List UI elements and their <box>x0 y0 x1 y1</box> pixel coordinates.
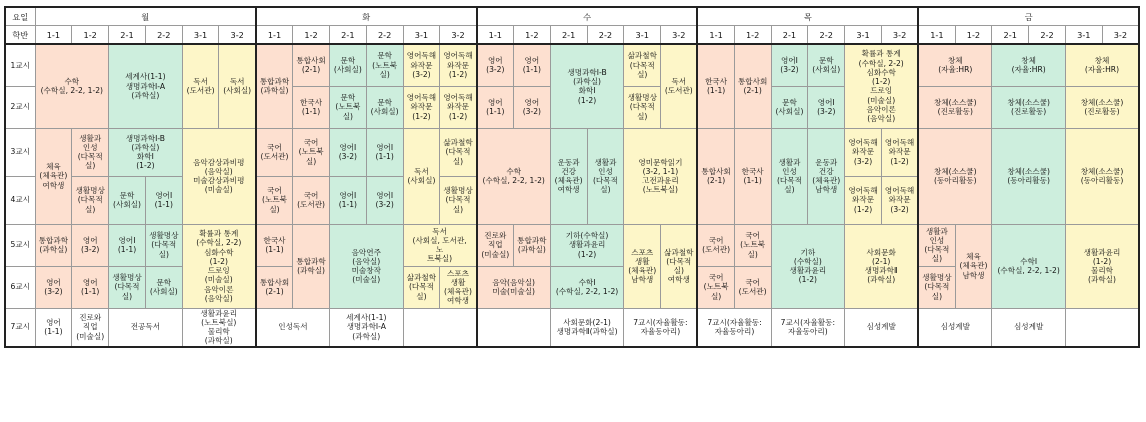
timetable-cell: 생활명상 (다목적 실) <box>440 176 477 224</box>
timetable-cell: 생활과윤리 (1-2) 물리학 (과학실) <box>1065 224 1139 308</box>
class-header-cell: 3-1 <box>624 26 661 45</box>
timetable-cell: 생명과학Ⅰ-B (과학실) 화학Ⅰ (1-2) <box>109 128 183 176</box>
timetable-cell: 통합과학 (과학실) <box>513 224 550 266</box>
period-row <box>5 224 1139 266</box>
period-label: 6교시 <box>5 266 35 308</box>
timetable-cell: 영어 (3-2) <box>513 86 550 128</box>
timetable-cell: 국어 (노트북 실) <box>293 128 330 176</box>
timetable-cell: 생활과 인성 (다목적 실) <box>771 128 808 224</box>
timetable-cell: 삶과철학 (다목적 실) <box>624 44 661 86</box>
class-header-cell: 3-2 <box>1102 26 1139 45</box>
timetable-cell: 영미문학읽기 (3-2, 1-1) 고전과윤리 (노트북실) <box>624 128 698 224</box>
day-header-row <box>5 7 1139 26</box>
class-header-cell: 2-1 <box>329 26 366 45</box>
timetable-cell: 영어Ⅰ (3-2) <box>329 128 366 176</box>
timetable-cell: 통합과학 (과학실) <box>256 44 293 128</box>
class-header-cell: 3-1 <box>845 26 882 45</box>
timetable-cell: 국어 (도서관) <box>697 224 734 266</box>
timetable-cell: 영어 (3-2) <box>477 44 514 86</box>
day-wed: 수 <box>477 7 698 26</box>
class-header-cell: 2-2 <box>587 26 624 45</box>
class-header-cell: 1-2 <box>293 26 330 45</box>
timetable-cell: 영어Ⅰ (1-1) <box>329 176 366 224</box>
class-header-cell: 1-1 <box>697 26 734 45</box>
timetable-cell: 확률과 통계 (수학실, 2-2) 심화수학 (1-2) 드로잉 (미술실) 음악이론 (음악실) <box>845 44 919 128</box>
timetable-cell: 창체(소스쿨) (동아리활동) <box>992 128 1066 224</box>
timetable-cell: 창체(소스쿨) (진로활동) <box>1065 86 1139 128</box>
timetable-cell: 통합과학 (과학실) <box>293 224 330 308</box>
timetable-cell: 사회문화 (2-1) 생명과학Ⅱ (과학실) <box>845 224 919 308</box>
timetable-cell: 7교시(자율활동: 자율동아리) <box>697 308 771 347</box>
timetable-cell: 생활명상 (다목적 실) <box>918 266 955 308</box>
timetable-cell: 운동과 건강 (체육관) 남학생 <box>808 128 845 224</box>
timetable-cell: 국어 (노트북 실) <box>734 224 771 266</box>
day-tue: 화 <box>256 7 477 26</box>
timetable-cell: 문학 (사회실) <box>366 86 403 128</box>
period-row <box>5 308 1139 347</box>
timetable-cell: 생활과 인성 (다목적 실) <box>587 128 624 224</box>
timetable-cell: 영어Ⅰ (1-1) <box>109 224 146 266</box>
timetable-cell: 기하 (수학실) 생활과윤리 (1-2) <box>771 224 845 308</box>
timetable-cell: 국어 (도서관) <box>256 128 293 176</box>
period-label: 2교시 <box>5 86 35 128</box>
timetable-cell: 창체 (자율:HR) <box>1065 44 1139 86</box>
class-header-cell: 2-1 <box>992 26 1029 45</box>
timetable-cell: 기하(수학실) 생활과윤리 (1-2) <box>550 224 624 266</box>
timetable-cell: 한국사 (1-1) <box>697 44 734 128</box>
timetable-cell <box>477 308 551 347</box>
period-label: 5교시 <box>5 224 35 266</box>
timetable-cell: 독서 (사회실) <box>403 128 440 224</box>
period-row <box>5 128 1139 176</box>
timetable-cell: 창체 (자율:HR) <box>918 44 992 86</box>
timetable-cell: 영어 (3-2) <box>35 266 72 308</box>
timetable-cell: 생명과학Ⅰ-B (과학실) 화학Ⅰ (1-2) <box>550 44 624 128</box>
timetable-cell: 심성계발 <box>918 308 992 347</box>
timetable-cell: 창체(소스쿨) (동아리활동) <box>1065 128 1139 224</box>
timetable-cell: 한국사 (1-1) <box>256 224 293 266</box>
class-header-cell: 3-1 <box>1065 26 1102 45</box>
timetable-cell: 국어 (도서관) <box>734 266 771 308</box>
timetable-cell: 영어독해 와작문 (1-2) <box>403 86 440 128</box>
period-label: 4교시 <box>5 176 35 224</box>
period-label: 1교시 <box>5 44 35 86</box>
timetable-cell: 독서 (사회실) <box>219 44 256 128</box>
class-header-cell: 2-1 <box>109 26 146 45</box>
timetable-cell: 생활과윤리 (노트북실) 물리학 (과학실) <box>182 308 256 347</box>
timetable-cell: 영어Ⅰ (3-2) <box>366 176 403 224</box>
class-header-cell: 1-2 <box>72 26 109 45</box>
timetable-cell: 영어Ⅰ (3-2) <box>808 86 845 128</box>
class-header-cell: 3-2 <box>440 26 477 45</box>
timetable-cell: 창체(소스쿨) (진로활동) <box>992 86 1066 128</box>
day-mon: 월 <box>35 7 256 26</box>
class-header-cell: 3-2 <box>661 26 698 45</box>
timetable-cell: 영어독해 와작문 (1-2) <box>440 86 477 128</box>
timetable-cell: 삶과철학 (다목적 실) 여학생 <box>661 224 698 308</box>
timetable-cell: 영어독해 와작문 (3-2) <box>845 128 882 176</box>
timetable-cell: 체육 (체육관) 남학생 <box>955 224 992 308</box>
class-header-cell: 3-1 <box>403 26 440 45</box>
period-label: 3교시 <box>5 128 35 176</box>
timetable-cell: 문학 (노트북 실) <box>329 86 366 128</box>
timetable-cell: 창체(소스쿨) (동아리활동) <box>918 128 992 224</box>
timetable-cell <box>403 308 477 347</box>
timetable-cell: 삶과철학 (다목적 실) <box>440 128 477 176</box>
timetable-cell: 7교시(자율활동: 자율동아리) <box>624 308 698 347</box>
class-header-row <box>5 26 1139 45</box>
timetable-cell: 세계사(1-1) 생명과학Ⅰ-A (과학실) <box>109 44 183 128</box>
class-header-cell: 2-2 <box>808 26 845 45</box>
class-header-cell: 1-2 <box>955 26 992 45</box>
timetable-cell: 영어 (1-1) <box>72 266 109 308</box>
timetable-cell: 국어 (도서관) <box>293 176 330 224</box>
class-header-cell: 1-1 <box>477 26 514 45</box>
timetable-cell: 생활명상 (다목적 실) <box>72 176 109 224</box>
class-header-cell: 3-1 <box>182 26 219 45</box>
timetable-cell: 수학Ⅰ (수학실, 2-2, 1-2) <box>992 224 1066 308</box>
timetable-cell: 생활명상 (다목적 실) <box>109 266 146 308</box>
timetable-cell: 영어독해 와작문 (1-2) <box>845 176 882 224</box>
timetable-cell: 통합사회 (2-1) <box>697 128 734 224</box>
timetable-cell: 영어독해 와작문 (3-2) <box>881 176 918 224</box>
day-thu: 목 <box>697 7 918 26</box>
class-header-cell: 1-2 <box>513 26 550 45</box>
day-fri: 금 <box>918 7 1139 26</box>
timetable-cell: 음악연주 (음악실) 미술창작 (미술실) <box>329 224 403 308</box>
timetable-cell: 문학 (사회실) <box>145 266 182 308</box>
timetable-cell: 수학 (수학실, 2-2, 1-2) <box>35 44 109 128</box>
timetable-cell: 영어독해 와작문 (1-2) <box>440 44 477 86</box>
timetable-cell: 독서 (사회실, 도서관, 노 트북실) <box>403 224 477 266</box>
class-header-cell: 2-1 <box>771 26 808 45</box>
timetable-cell: 인성독서 <box>256 308 330 347</box>
timetable-cell: 한국사 (1-1) <box>734 128 771 224</box>
timetable-cell: 삶과철학 (다목적 실) <box>403 266 440 308</box>
timetable-cell: 수학 (수학실, 2-2, 1-2) <box>477 128 551 224</box>
timetable-cell: 스포츠 생활 (체육관) 여학생 <box>440 266 477 308</box>
timetable-cell: 수학Ⅰ (수학실, 2-2, 1-2) <box>550 266 624 308</box>
timetable-cell: 생활명상 (다목적 실) <box>624 86 661 128</box>
timetable-cell: 영어Ⅰ (1-1) <box>145 176 182 224</box>
timetable-cell: 영어Ⅰ (3-2) <box>771 44 808 86</box>
timetable-cell: 영어독해 와작문 (3-2) <box>403 44 440 86</box>
timetable-cell: 음악(음악실) 미술(미술실) <box>477 266 551 308</box>
timetable-cell: 생활과 인성 (다목적 실) <box>918 224 955 266</box>
timetable-container <box>4 6 1138 348</box>
timetable-cell: 창체 (자율:HR) <box>992 44 1066 86</box>
timetable-cell: 체육 (체육관) 여학생 <box>35 128 72 224</box>
period-label: 7교시 <box>5 308 35 347</box>
timetable-cell: 생활명상 (다목적 실) <box>145 224 182 266</box>
class-header-cell: 2-2 <box>1029 26 1066 45</box>
class-header-cell: 2-2 <box>366 26 403 45</box>
timetable-cell: 문학 (사회실) <box>109 176 146 224</box>
timetable-cell: 문학 (사회실) <box>808 44 845 86</box>
class-header-cell: 2-2 <box>145 26 182 45</box>
timetable-cell: 문학 (사회실) <box>771 86 808 128</box>
timetable-cell: 독서 (도서관) <box>182 44 219 128</box>
timetable-cell: 세계사(1-1) 생명과학Ⅰ-A (과학실) <box>329 308 403 347</box>
class-header-cell: 1-2 <box>734 26 771 45</box>
timetable-cell: 생활과 인성 (다목적 실) <box>72 128 109 176</box>
timetable-cell: 통합과학 (과학실) <box>35 224 72 266</box>
day-label: 요일 <box>5 7 35 26</box>
timetable-cell: 통합사회 (2-1) <box>293 44 330 86</box>
class-header-cell: 3-2 <box>219 26 256 45</box>
timetable-cell: 영어 (1-1) <box>477 86 514 128</box>
timetable-cell: 영어 (1-1) <box>513 44 550 86</box>
timetable-cell: 진로와 직업 (미술실) <box>72 308 109 347</box>
class-label: 학반 <box>5 26 35 45</box>
timetable-cell: 문학 (사회실) <box>329 44 366 86</box>
timetable-cell: 국어 (노트북 실) <box>256 176 293 224</box>
timetable-cell: 스포츠 생활 (체육관) 남학생 <box>624 224 661 308</box>
timetable-cell: 운동과 건강 (체육관) 여학생 <box>550 128 587 224</box>
timetable-cell: 심성계발 <box>845 308 919 347</box>
timetable-cell: 사회문화(2-1) 생명과학Ⅱ(과학실) <box>550 308 624 347</box>
class-header-cell: 1-1 <box>35 26 72 45</box>
timetable-cell: 진로와 직업 (미술실) <box>477 224 514 266</box>
timetable-cell: 통합사회 (2-1) <box>734 44 771 128</box>
timetable-cell: 확률과 통계 (수학실, 2-2) 심화수학 (1-2) 드로잉 (미술실) 음악이론 (음악실) <box>182 224 256 308</box>
timetable-cell: 문학 (노트북 실) <box>366 44 403 86</box>
timetable-cell: 7교시(자율활동: 자율동아리) <box>771 308 845 347</box>
timetable-cell: 국어 (노트북 실) <box>697 266 734 308</box>
class-header-cell: 1-1 <box>256 26 293 45</box>
timetable-cell: 영어 (1-1) <box>35 308 72 347</box>
timetable-cell: 영어 (3-2) <box>72 224 109 266</box>
timetable-cell: 한국사 (1-1) <box>293 86 330 128</box>
timetable-cell: 창체(소스쿨) (진로활동) <box>918 86 992 128</box>
timetable-cell: 영어독해 와작문 (1-2) <box>881 128 918 176</box>
class-header-cell: 2-1 <box>550 26 587 45</box>
timetable <box>4 6 1140 348</box>
class-header-cell: 3-2 <box>881 26 918 45</box>
timetable-cell: 심성계발 <box>992 308 1066 347</box>
timetable-cell: 전공독서 <box>109 308 183 347</box>
timetable-cell: 음악감상과비평 (음악실) 미술감상과비평 (미술실) <box>182 128 256 224</box>
class-header-cell: 1-1 <box>918 26 955 45</box>
timetable-cell: 독서 (도서관) <box>661 44 698 128</box>
timetable-cell: 통합사회 (2-1) <box>256 266 293 308</box>
period-row <box>5 44 1139 86</box>
timetable-cell: 영어Ⅰ (1-1) <box>366 128 403 176</box>
